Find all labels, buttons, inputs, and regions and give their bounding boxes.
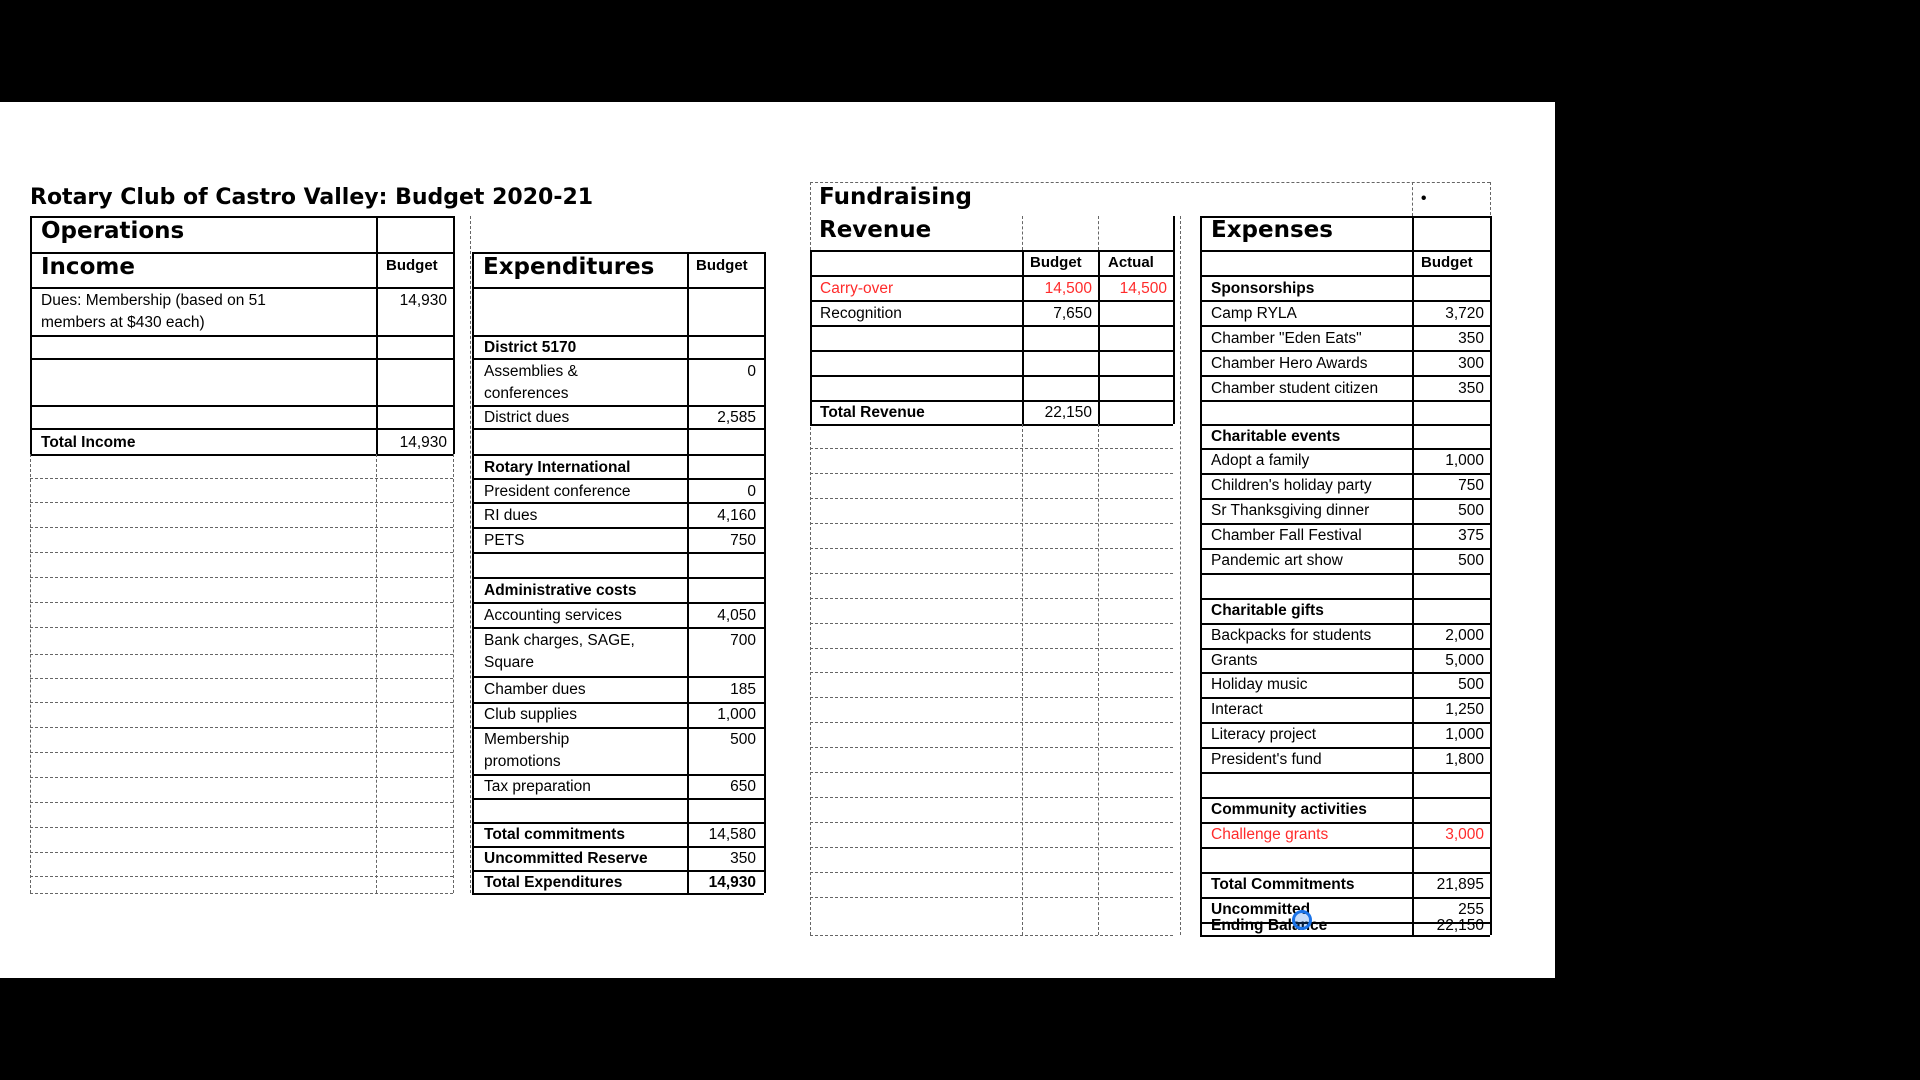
list-item: RI dues xyxy=(484,507,538,524)
challenge-grants-value: 3,000 xyxy=(1445,826,1484,843)
admin-heading: Administrative costs xyxy=(484,582,637,599)
total-income-value: 14,930 xyxy=(399,434,447,451)
stray-dot: • xyxy=(1421,190,1427,207)
expenditures-budget-header: Budget xyxy=(696,257,748,274)
revenue-heading: Revenue xyxy=(819,217,932,243)
list-item-value: 500 xyxy=(1458,676,1484,693)
charitable-events-heading: Charitable events xyxy=(1211,428,1341,445)
membership-label-line1: Membership xyxy=(484,731,570,748)
assemblies-value: 0 xyxy=(747,363,756,380)
list-item-value: 500 xyxy=(1458,552,1484,569)
revenue-actual-header: Actual xyxy=(1108,254,1154,271)
bank-label-line1: Bank charges, SAGE, xyxy=(484,632,635,649)
list-item-value: 500 xyxy=(1458,502,1484,519)
list-item: Chamber student citizen xyxy=(1211,380,1379,397)
chamber-dues-label: Chamber dues xyxy=(484,681,586,698)
district-dues-value: 2,585 xyxy=(717,409,756,426)
page-title: Rotary Club of Castro Valley: Budget 2020-21 xyxy=(30,185,594,210)
list-item: Chamber Fall Festival xyxy=(1211,527,1362,544)
assemblies-line2: conferences xyxy=(484,385,569,402)
expenditures-heading: Expenditures xyxy=(483,254,655,280)
membership-value: 500 xyxy=(730,731,756,748)
total-expenditures-label: Total Expenditures xyxy=(484,874,623,891)
expenses-budget-header: Budget xyxy=(1421,254,1473,271)
list-item: Literacy project xyxy=(1211,726,1317,743)
list-item-value: 1,000 xyxy=(1445,452,1484,469)
bank-label-line2: Square xyxy=(484,654,534,671)
uncommitted-reserve-value: 350 xyxy=(730,850,756,867)
list-item-value: 300 xyxy=(1458,355,1484,372)
list-item: Pandemic art show xyxy=(1211,552,1343,569)
supplies-label: Club supplies xyxy=(484,706,578,723)
community-heading: Community activities xyxy=(1211,801,1367,818)
tax-value: 650 xyxy=(730,778,756,795)
list-item: Sr Thanksgiving dinner xyxy=(1211,502,1370,519)
total-revenue-label: Total Revenue xyxy=(820,404,925,421)
list-item-value: 750 xyxy=(1458,477,1484,494)
total-revenue-value: 22,150 xyxy=(1044,404,1092,421)
list-item: Backpacks for students xyxy=(1211,627,1372,644)
list-item: Interact xyxy=(1211,701,1263,718)
list-item-value: 1,800 xyxy=(1445,751,1484,768)
revenue-budget-header: Budget xyxy=(1030,254,1082,271)
list-item: President's fund xyxy=(1211,751,1322,768)
dues-label-line2: members at $430 each) xyxy=(41,314,205,331)
total-commitments-label: Total commitments xyxy=(484,826,625,843)
charitable-gifts-heading: Charitable gifts xyxy=(1211,602,1324,619)
list-item: President conference xyxy=(484,483,631,500)
dues-value: 14,930 xyxy=(399,292,447,309)
list-item-value: 1,250 xyxy=(1445,701,1484,718)
total-expenditures-value: 14,930 xyxy=(708,874,756,891)
list-item: PETS xyxy=(484,532,525,549)
list-item-value: 3,720 xyxy=(1445,305,1484,322)
accounting-label: Accounting services xyxy=(484,607,622,624)
fund-uncommitted-value: 255 xyxy=(1458,901,1484,918)
membership-label-line2: promotions xyxy=(484,753,561,770)
ending-balance-value: 22,150 xyxy=(1436,917,1484,934)
chamber-dues-value: 185 xyxy=(730,681,756,698)
list-item-value: 750 xyxy=(730,532,756,549)
total-income-label: Total Income xyxy=(41,434,136,451)
recognition-label: Recognition xyxy=(820,305,902,322)
fund-total-commitments-label: Total Commitments xyxy=(1211,876,1355,893)
list-item-value: 2,000 xyxy=(1445,627,1484,644)
supplies-value: 1,000 xyxy=(717,706,756,723)
carryover-budget: 14,500 xyxy=(1044,280,1092,297)
list-item: Chamber "Eden Eats" xyxy=(1211,330,1362,347)
list-item-value: 4,160 xyxy=(717,507,756,524)
dues-label-line1: Dues: Membership (based on 51 xyxy=(41,292,266,309)
list-item-value: 350 xyxy=(1458,330,1484,347)
income-heading: Income xyxy=(41,254,135,280)
list-item-value: 375 xyxy=(1458,527,1484,544)
list-item: Camp RYLA xyxy=(1211,305,1297,322)
list-item-value: 1,000 xyxy=(1445,726,1484,743)
recognition-budget: 7,650 xyxy=(1053,305,1092,322)
list-item: Adopt a family xyxy=(1211,452,1310,469)
carryover-label: Carry-over xyxy=(820,280,894,297)
list-item-value: 350 xyxy=(1458,380,1484,397)
accounting-value: 4,050 xyxy=(717,607,756,624)
bank-value: 700 xyxy=(730,632,756,649)
tax-label: Tax preparation xyxy=(484,778,591,795)
rotary-heading: Rotary International xyxy=(484,459,631,476)
fund-uncommitted-label: Uncommitted xyxy=(1211,901,1311,918)
expenses-heading: Expenses xyxy=(1211,217,1333,243)
fund-total-commitments-value: 21,895 xyxy=(1436,876,1484,893)
list-item: Grants xyxy=(1211,652,1258,669)
income-budget-header: Budget xyxy=(386,257,438,274)
sponsorships-heading: Sponsorships xyxy=(1211,280,1315,297)
ending-balance-label: Ending Balance xyxy=(1211,917,1328,934)
challenge-grants-label: Challenge grants xyxy=(1211,826,1329,843)
district-heading: District 5170 xyxy=(484,339,577,356)
total-commitments-value: 14,580 xyxy=(708,826,756,843)
mouse-cursor-icon xyxy=(1292,910,1312,930)
district-dues-label: District dues xyxy=(484,409,570,426)
list-item: Holiday music xyxy=(1211,676,1308,693)
assemblies-line1: Assemblies & xyxy=(484,363,578,380)
uncommitted-reserve-label: Uncommitted Reserve xyxy=(484,850,648,867)
list-item: Children's holiday party xyxy=(1211,477,1372,494)
list-item: Chamber Hero Awards xyxy=(1211,355,1368,372)
operations-heading: Operations xyxy=(41,218,185,244)
carryover-actual: 14,500 xyxy=(1119,280,1167,297)
list-item-value: 5,000 xyxy=(1445,652,1484,669)
fundraising-heading: Fundraising xyxy=(819,184,972,210)
list-item-value: 0 xyxy=(747,483,756,500)
